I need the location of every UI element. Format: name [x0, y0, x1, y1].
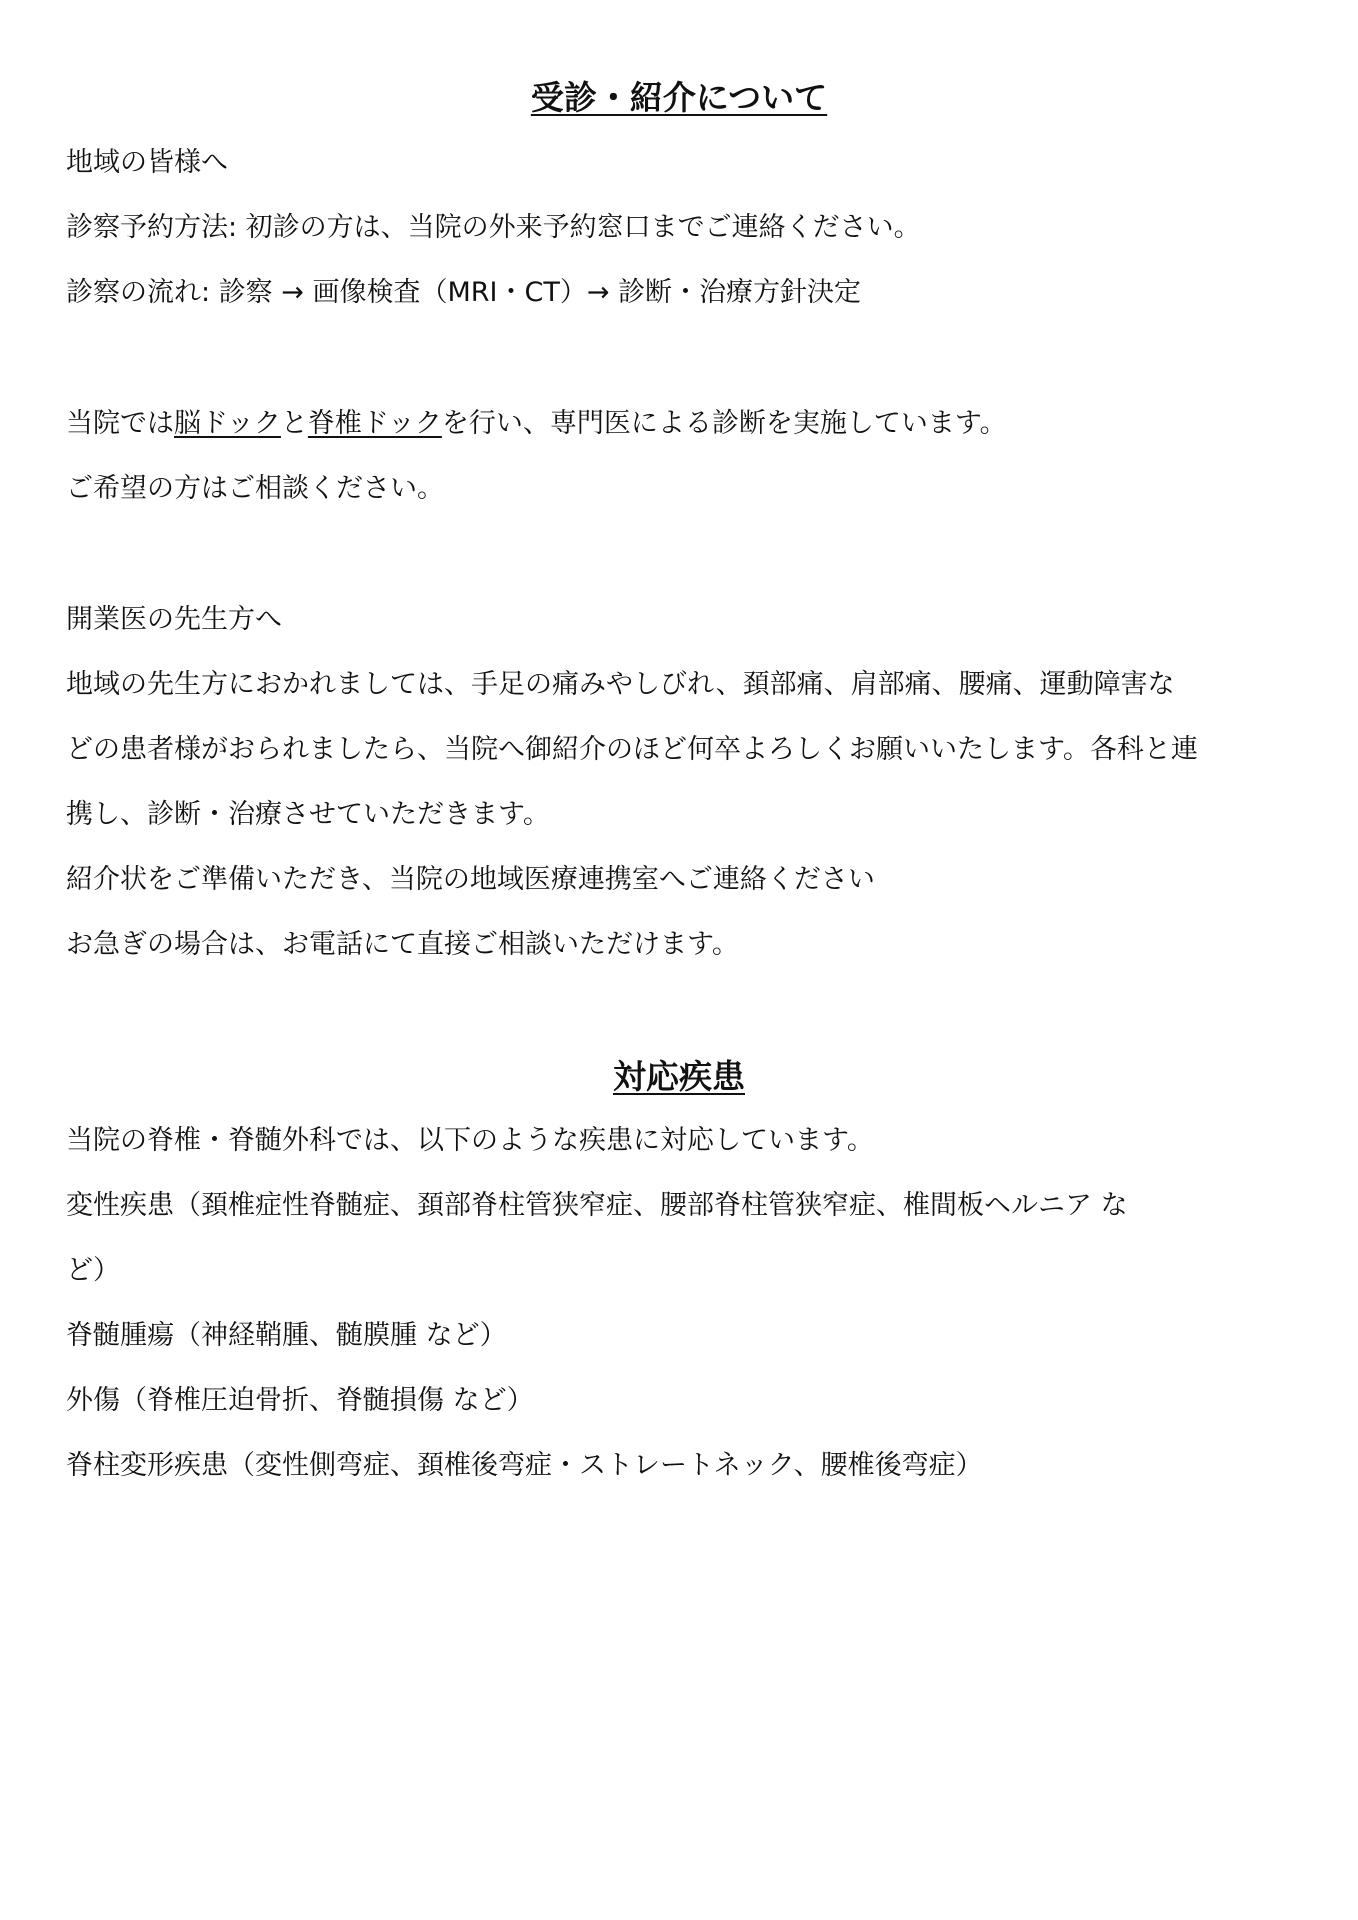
- referral-line: 携し、診断・治療させていただきます。: [66, 799, 550, 830]
- dock-suffix: を行い、専門医による診断を実施しています。: [441, 408, 1007, 439]
- consult-note: ご希望の方はご相談ください。: [66, 473, 444, 504]
- greeting-public: 地域の皆様へ: [66, 147, 228, 178]
- section-title-consultation: 受診・紹介について: [530, 78, 828, 117]
- disease-line: 変性疾患（頚椎症性脊髄症、頚部脊柱管狭窄症、腰部脊柱管狭窄症、椎間板ヘルニア な: [66, 1190, 1128, 1221]
- disease-line: 脊柱変形疾患（変性側弯症、頚椎後弯症・ストレートネック、腰椎後弯症）: [66, 1450, 983, 1481]
- referral-line: 紹介状をご準備いただき、当院の地域医療連携室へご連絡ください: [66, 864, 875, 895]
- reservation-method: 診察予約方法: 初診の方は、当院の外来予約窓口までご連絡ください。: [66, 212, 921, 243]
- greeting-doctors: 開業医の先生方へ: [66, 604, 282, 635]
- referral-line: どの患者様がおられましたら、当院へ御紹介のほど何卒よろしくお願いいたします。各科と連: [66, 734, 1198, 765]
- dock-info: [66, 404, 1306, 444]
- referral-line: お急ぎの場合は、お電話にて直接ご相談いただけます。: [66, 929, 739, 960]
- disease-line: 外傷（脊椎圧迫骨折、脊髄損傷 など）: [66, 1385, 534, 1416]
- dock-and: と: [280, 408, 308, 439]
- disease-line: 当院の脊椎・脊髄外科では、以下のような疾患に対応しています。: [66, 1125, 874, 1156]
- brain-dock-link[interactable]: 脳ドック: [174, 408, 281, 439]
- dock-prefix: 当院では: [66, 408, 174, 439]
- referral-line: 地域の先生方におかれましては、手足の痛みやしびれ、頚部痛、肩部痛、腰痛、運動障害な: [66, 669, 1175, 700]
- disease-line: 脊髄腫瘍（神経鞘腫、髄膜腫 など）: [66, 1320, 507, 1351]
- consultation-flow: 診察の流れ: 診察 → 画像検査（MRI・CT）→ 診断・治療方針決定: [66, 277, 862, 308]
- spine-dock-link[interactable]: 脊椎ドック: [307, 408, 442, 439]
- disease-line: ど）: [66, 1255, 120, 1286]
- section-title-diseases: 対応疾患: [613, 1057, 745, 1096]
